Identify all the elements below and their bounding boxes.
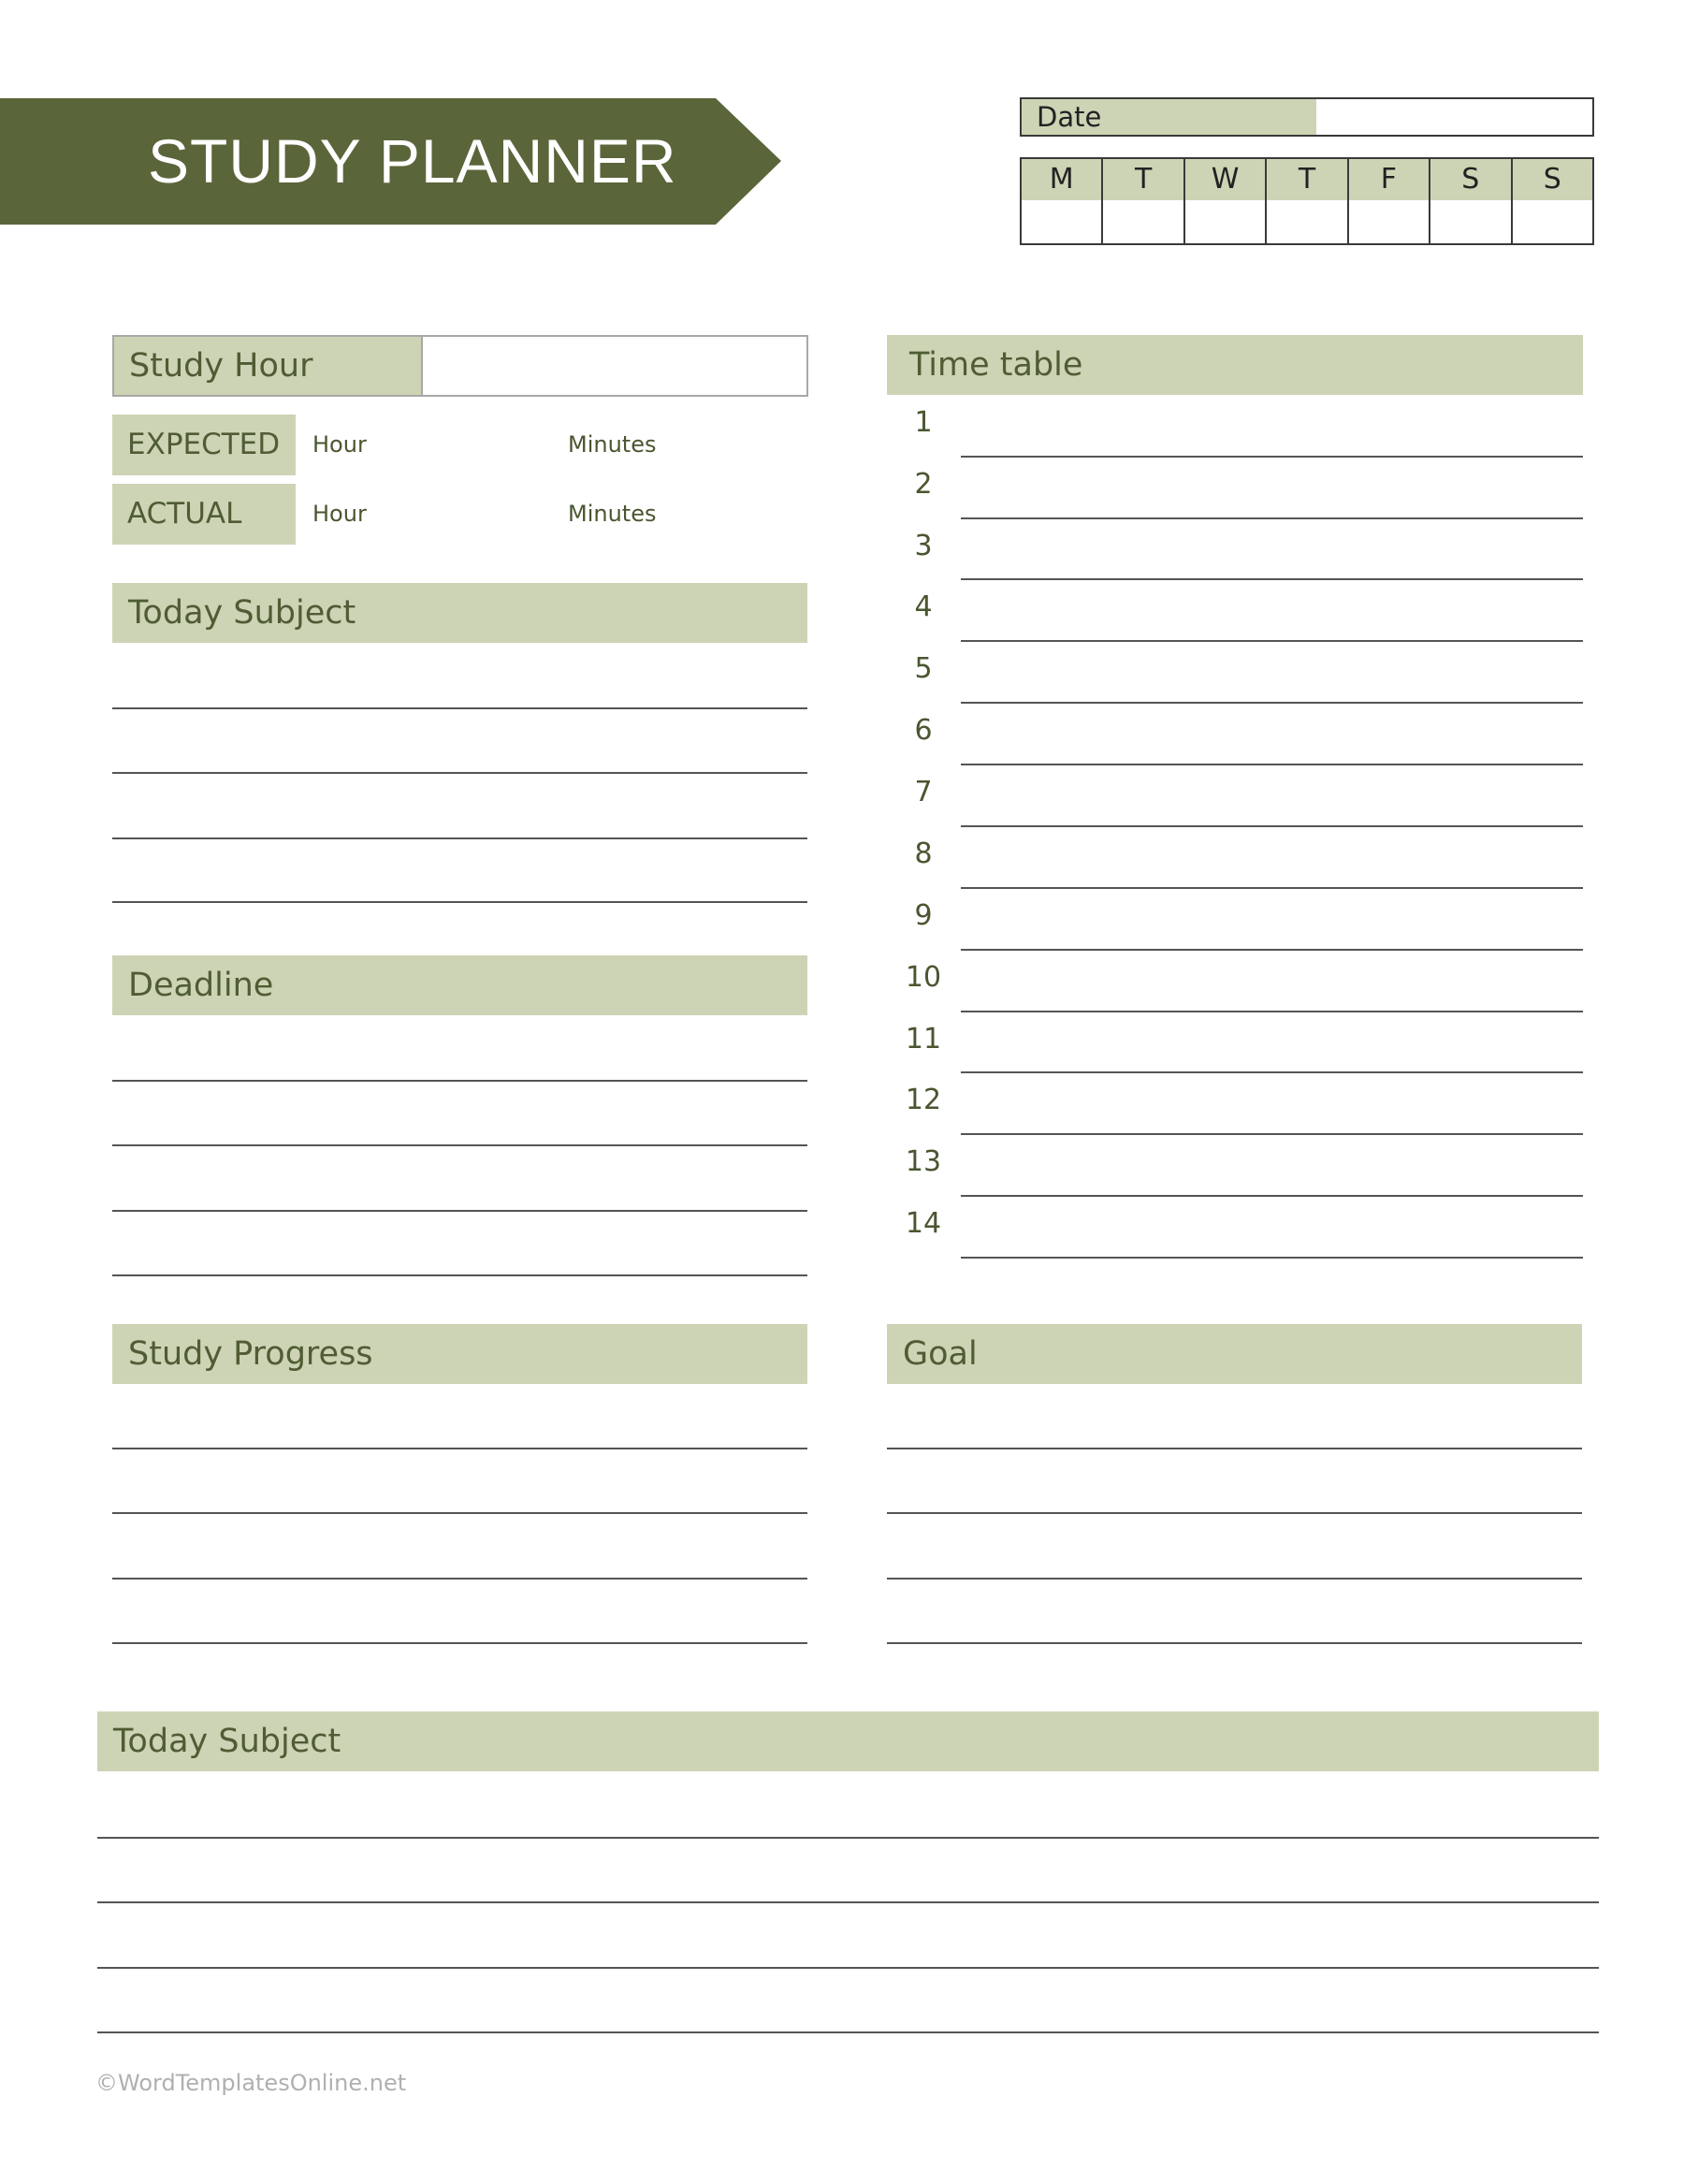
day-wednesday[interactable] (1183, 159, 1265, 243)
goal-line[interactable] (887, 1448, 1582, 1449)
day-label: T (1267, 159, 1346, 200)
date-label: Date (1037, 101, 1102, 133)
timetable-number: 6 (914, 714, 933, 747)
day-friday[interactable] (1347, 159, 1429, 243)
timetable-line[interactable] (961, 640, 1583, 642)
day-checkbox[interactable] (1103, 200, 1183, 243)
day-checkbox[interactable] (1267, 200, 1346, 243)
day-checkbox[interactable] (1513, 200, 1592, 243)
timetable-number: 14 (905, 1207, 942, 1240)
day-saturday[interactable] (1429, 159, 1510, 243)
deadline-line[interactable] (112, 1144, 807, 1146)
timetable-number: 12 (905, 1084, 942, 1116)
actual-minutes-label: Minutes (568, 501, 657, 527)
day-label: S (1513, 159, 1592, 200)
deadline-line[interactable] (112, 1080, 807, 1082)
timetable-number: 5 (914, 652, 933, 685)
timetable-line[interactable] (961, 1011, 1583, 1012)
day-tuesday[interactable] (1101, 159, 1183, 243)
expected-hour-label: Hour (312, 431, 367, 458)
today-subject-bottom-line[interactable] (97, 1837, 1599, 1839)
deadline-line[interactable] (112, 1274, 807, 1276)
actual-label: ACTUAL (112, 484, 296, 545)
study-progress-header: Study Progress (112, 1324, 807, 1384)
study-progress-line[interactable] (112, 1512, 807, 1514)
timetable-line[interactable] (961, 887, 1583, 889)
study-progress-line[interactable] (112, 1642, 807, 1644)
timetable-number: 7 (914, 776, 933, 808)
day-checkbox[interactable] (1430, 200, 1510, 243)
expected-label: EXPECTED (112, 415, 296, 475)
actual-row (112, 484, 808, 545)
today-subject-line[interactable] (112, 901, 807, 903)
day-label: W (1185, 159, 1265, 200)
today-subject-line[interactable] (112, 707, 807, 709)
expected-row (112, 415, 808, 475)
timetable-line[interactable] (961, 1195, 1583, 1197)
timetable-line[interactable] (961, 825, 1583, 827)
goal-line[interactable] (887, 1578, 1582, 1580)
timetable-number: 1 (914, 406, 933, 439)
weekday-grid (1020, 157, 1594, 245)
copyright-footer: ©WordTemplatesOnline.net (95, 2070, 407, 2096)
deadline-line[interactable] (112, 1210, 807, 1212)
today-subject-line[interactable] (112, 772, 807, 774)
day-checkbox[interactable] (1022, 200, 1101, 243)
timetable-line[interactable] (961, 578, 1583, 580)
actual-hour-label: Hour (312, 501, 367, 527)
expected-minutes-label: Minutes (568, 431, 657, 458)
timetable-line[interactable] (961, 1133, 1583, 1135)
today-subject-bottom-line[interactable] (97, 2031, 1599, 2033)
page-title: STUDY PLANNER (148, 126, 677, 196)
timetable-number: 3 (914, 530, 933, 562)
timetable-line[interactable] (961, 456, 1583, 458)
study-hour-field[interactable] (112, 335, 808, 397)
timetable-line[interactable] (961, 949, 1583, 951)
day-sunday[interactable] (1511, 159, 1592, 243)
study-progress-line[interactable] (112, 1448, 807, 1449)
goal-line[interactable] (887, 1642, 1582, 1644)
study-progress-line[interactable] (112, 1578, 807, 1580)
day-label: F (1349, 159, 1429, 200)
today-subject-line[interactable] (112, 837, 807, 839)
today-subject-header: Today Subject (112, 583, 807, 643)
timetable-number: 4 (914, 590, 933, 623)
day-label: S (1430, 159, 1510, 200)
goal-header: Goal (887, 1324, 1582, 1384)
today-subject-bottom-line[interactable] (97, 1901, 1599, 1903)
timetable-line[interactable] (961, 1071, 1583, 1073)
timetable-number: 2 (914, 468, 933, 501)
timetable-number: 13 (905, 1145, 942, 1178)
date-field[interactable] (1020, 97, 1594, 137)
timetable-line[interactable] (961, 1257, 1583, 1259)
timetable-line[interactable] (961, 764, 1583, 765)
timetable-line[interactable] (961, 517, 1583, 519)
goal-line[interactable] (887, 1512, 1582, 1514)
timetable-line[interactable] (961, 702, 1583, 704)
study-hour-label: Study Hour (114, 337, 423, 395)
day-monday[interactable] (1022, 159, 1101, 243)
day-checkbox[interactable] (1349, 200, 1429, 243)
deadline-header: Deadline (112, 955, 807, 1015)
timetable-number: 11 (905, 1023, 942, 1056)
timetable-number: 8 (914, 837, 933, 870)
day-label: T (1103, 159, 1183, 200)
timetable-header: Time table (887, 335, 1583, 395)
today-subject-bottom-header: Today Subject (97, 1711, 1599, 1771)
day-thursday[interactable] (1265, 159, 1346, 243)
day-checkbox[interactable] (1185, 200, 1265, 243)
day-label: M (1022, 159, 1101, 200)
timetable-number: 10 (905, 961, 942, 994)
timetable-number: 9 (914, 899, 933, 932)
today-subject-bottom-line[interactable] (97, 1967, 1599, 1969)
